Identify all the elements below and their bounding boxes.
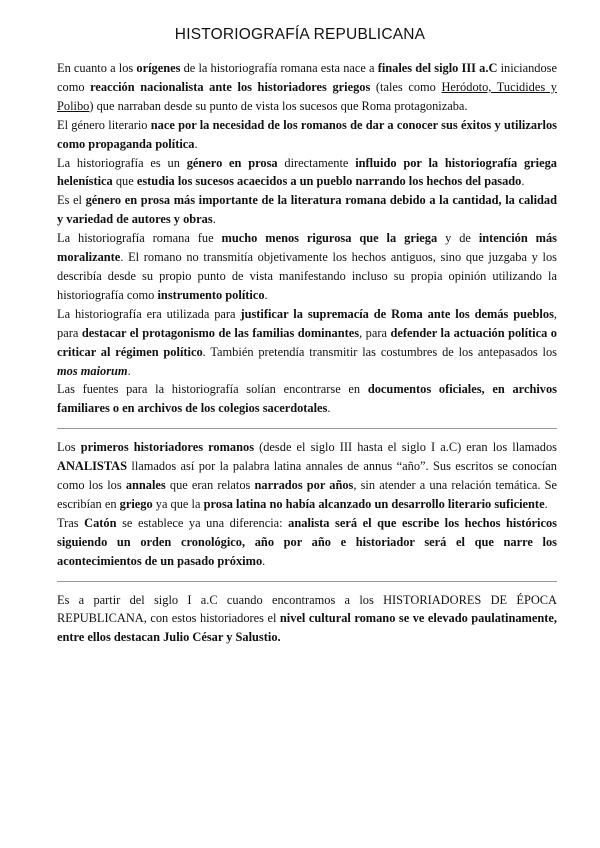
text-run: se establece ya una diferencia: xyxy=(116,515,289,530)
text-run: ) que narraban desde su punto de vista los sucesos que Roma protagonizaba. xyxy=(89,98,468,113)
text-run: estudia los sucesos acaecidos a un pueblo narrando los hechos del pasado xyxy=(136,174,522,189)
text-run: que xyxy=(112,174,137,189)
text-run: ANALISTAS xyxy=(57,459,128,474)
text-run: destacar el protagonismo de las familias dominantes xyxy=(81,325,360,340)
text-run: annales xyxy=(125,478,166,493)
page-title: HISTORIOGRAFÍA REPUBLICANA xyxy=(174,26,426,43)
text-run: que eran relatos xyxy=(165,478,255,493)
text-run: La historiografía es un xyxy=(57,155,187,170)
text-run: reacción nacionalista ante los historiadores griegos xyxy=(90,79,371,94)
text-run: narrados por años xyxy=(254,478,354,493)
text-run: griego xyxy=(119,496,153,511)
text-run: . xyxy=(521,174,525,189)
text-run: justificar la supremacía de Roma ante los demás pueblos xyxy=(240,306,554,321)
text-run: Catón xyxy=(84,515,117,530)
text-run: Heródoto, Tucidides y Polibo xyxy=(57,79,557,113)
paragraph xyxy=(57,591,557,648)
text-run: directamente xyxy=(277,155,356,170)
text-run: Es a partir del siglo I a.C cuando encontramos a los HISTORIADORES DE ÉPOCA REPUBLICANA, con estos historiadores el xyxy=(57,592,557,626)
paragraph xyxy=(57,438,557,514)
text-run: primeros historiadores romanos xyxy=(80,440,255,455)
text-run: . xyxy=(212,212,216,227)
text-run: Es el xyxy=(57,193,86,208)
text-run: documentos oficiales, en archivos familiares o en archivos de los colegios sacerdotales xyxy=(57,382,558,416)
text-run: iniciandose como xyxy=(57,61,557,94)
text-run: género en prosa xyxy=(186,155,278,170)
text-run: ya que la xyxy=(152,496,204,511)
text-run: y de xyxy=(437,231,479,246)
text-run: influido por la historiografía griega helenística xyxy=(57,155,557,189)
paragraph xyxy=(57,305,557,381)
section-divider xyxy=(57,428,557,429)
text-run: El género literario xyxy=(57,117,151,132)
text-run: , sin atender a una relación temática. Se escribían en xyxy=(57,478,557,511)
paragraph xyxy=(57,514,557,571)
text-run: Los xyxy=(57,440,81,455)
text-run: . xyxy=(264,287,268,302)
text-run: género en prosa más importante de la literatura romana debido a la cantidad, la calidad y variedad de autores y obras xyxy=(57,193,558,227)
text-run xyxy=(57,364,128,378)
text-run: de la historiografía romana esta nace a xyxy=(180,61,378,75)
text-run: mucho menos rigurosa que la griega xyxy=(221,231,438,246)
text-run: mos maiorum xyxy=(57,363,128,378)
text-run: Tras xyxy=(57,515,85,530)
text-run: defender la actuación política o criticar al régimen político xyxy=(57,325,557,359)
text-run: orígenes xyxy=(136,61,181,75)
text-run: finales del siglo III a.C xyxy=(377,61,498,75)
text-run: . xyxy=(194,136,198,151)
paragraph xyxy=(57,59,557,116)
text-run: . xyxy=(544,496,548,511)
text-run: , para xyxy=(57,306,557,340)
text-run: (tales como xyxy=(370,79,442,94)
text-run: nivel cultural romano se ve elevado paulatinamente, entre ellos destacan Julio César y Salustio. xyxy=(57,611,557,645)
text-run: prosa latina no había alcanzado un desarrollo literario suficiente xyxy=(203,496,545,511)
text-run: En cuanto a los xyxy=(57,61,137,75)
section-republican-historians xyxy=(57,591,557,648)
text-run: . xyxy=(262,553,266,568)
text-run: instrumento político xyxy=(157,287,265,302)
text-run: nace por la necesidad de los romanos de dar a conocer sus éxitos y utilizarlos como propaganda política xyxy=(57,117,557,151)
text-run: , para xyxy=(359,325,391,340)
text-run: . El romano no transmitía objetivamente los hechos antiguos, sino que juzgaba y los describía desde su propio punto de vista manifestando incluso su propia opinión utilizando la historiografía como xyxy=(57,250,557,302)
paragraph xyxy=(57,154,557,192)
section-divider xyxy=(57,581,557,582)
text-run: intención más moralizante xyxy=(57,231,557,265)
text-run: La historiografía era utilizada para xyxy=(57,306,241,321)
paragraph xyxy=(57,229,557,305)
paragraph xyxy=(57,380,557,418)
paragraph xyxy=(57,116,557,154)
text-run: . xyxy=(127,363,131,378)
text-run: . También pretendía transmitir las costumbres de los antepasados los xyxy=(202,344,557,359)
text-run: . xyxy=(327,401,331,416)
text-run: llamados así por la palabra latina annales de annus “año”. Sus escritos se conocían como los los xyxy=(57,459,557,493)
text-run: La historiografía romana fue xyxy=(57,231,222,246)
section-analistas xyxy=(57,438,557,570)
document-body xyxy=(57,59,557,647)
text-run: analista será el que escribe los hechos históricos siguiendo un orden cronológico, año por año e historiador será el que narre los acontecimientos de un pasado próximo xyxy=(57,515,557,568)
text-run: (desde el siglo III hasta el siglo I a.C) eran los llamados xyxy=(254,440,557,455)
section-origins xyxy=(57,59,557,418)
paragraph xyxy=(57,191,557,229)
text-run: Las fuentes para la historiografía solían encontrarse en xyxy=(57,382,368,397)
